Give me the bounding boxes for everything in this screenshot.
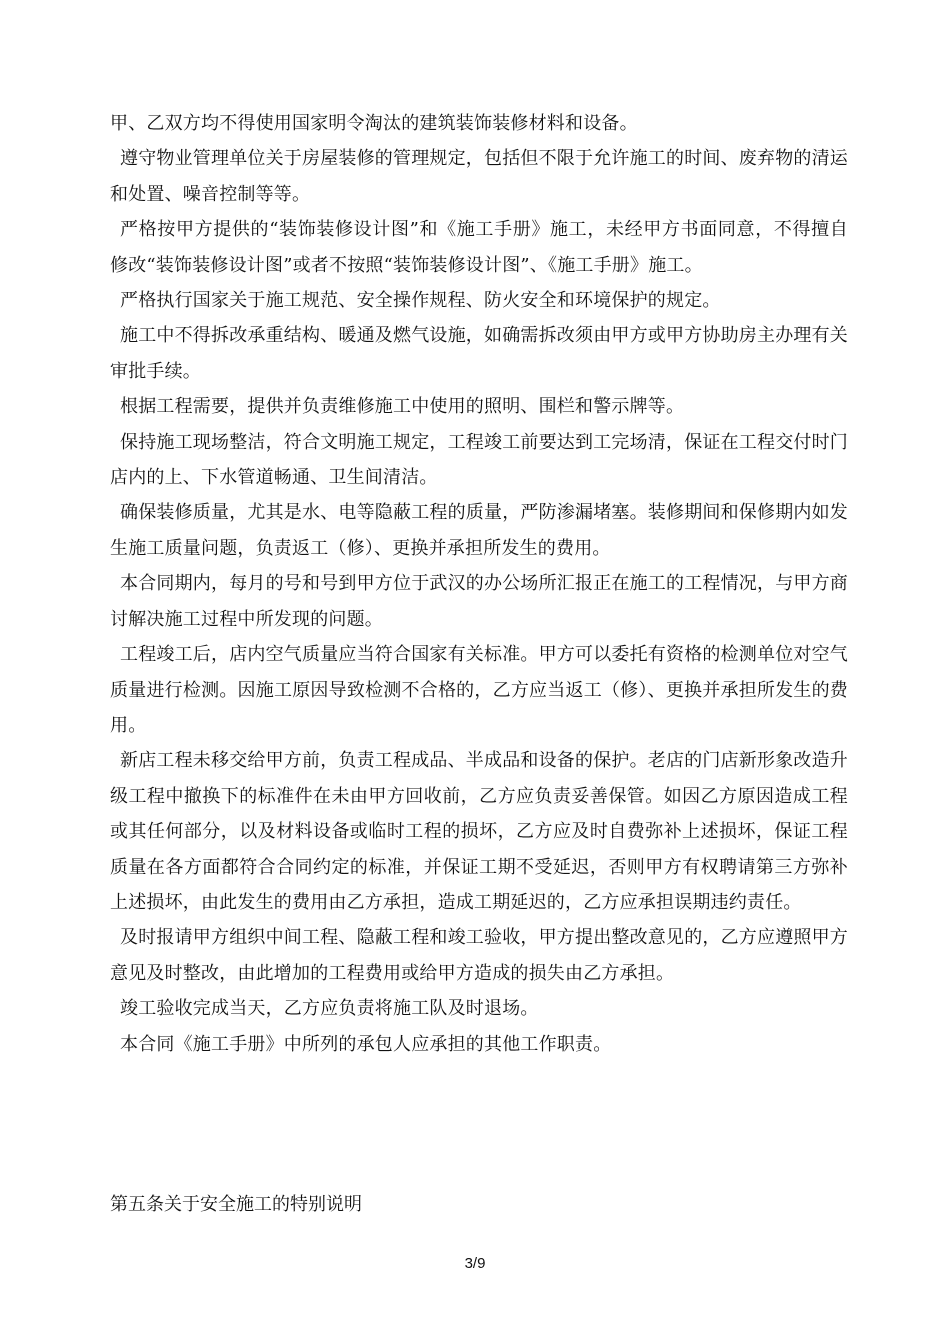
clause-paragraph: 本合同《施工手册》中所列的承包人应承担的其他工作职责。: [120, 1033, 612, 1055]
clause-paragraph: 本合同期内，每月的号和号到甲方位于武汉的办公场所汇报正在施工的工程情况，与甲方商讨解决施工过程中所发现的问题。: [110, 573, 848, 630]
contract-body: [110, 106, 848, 1062]
clause-paragraph: 及时报请甲方组织中间工程、隐蔽工程和竣工验收，甲方提出整改意见的，乙方应遵照甲方意见及时整改，由此增加的工程费用或给甲方造成的损失由乙方承担。: [110, 927, 848, 984]
clause-paragraph: 严格执行国家关于施工规范、安全操作规程、防火安全和环境保护的规定。: [120, 290, 721, 312]
clause-paragraph: 竣工验收完成当天，乙方应负责将施工队及时退场。: [120, 998, 539, 1020]
clause-paragraph: 工程竣工后，店内空气质量应当符合国家有关标准。甲方可以委托有资格的检测单位对空气质量进行检测。因施工原因导致检测不合格的，乙方应当返工（修）、更换并承担所发生的费用。: [110, 644, 848, 736]
page-number: 3/9: [464, 1255, 486, 1272]
clause-paragraph: 根据工程需要，提供并负责维修施工中使用的照明、围栏和警示牌等。: [120, 396, 685, 418]
clause-paragraph: 新店工程未移交给甲方前，负责工程成品、半成品和设备的保护。老店的门店新形象改造升级工程中撤换下的标准件在未由甲方回收前，乙方应负责妥善保管。如因乙方原因造成工程或其任何部分，以及材料设备或临时工程的损坏，乙方应及时自费弥补上述损坏，保证工程质量在各方面都符合合同约定的标准，并保证工期不受延迟，否则甲方有权聘请第三方弥补上述损坏，由此发生的费用由乙方承担，造成工期延迟的，乙方应承担误期违约责任。: [110, 750, 848, 913]
clause-paragraph: 保持施工现场整洁，符合文明施工规定，工程竣工前要达到工完场清，保证在工程交付时门店内的上、下水管道畅通、卫生间清洁。: [110, 431, 848, 489]
clause-paragraph: 严格按甲方提供的“装饰装修设计图”和《施工手册》施工，未经甲方书面同意，不得擅自修改“装饰装修设计图”或者不按照“装饰装修设计图”、《施工手册》施工。: [110, 219, 848, 276]
clause-paragraph: 遵守物业管理单位关于房屋装修的管理规定，包括但不限于允许施工的时间、废弃物的清运和处置、噪音控制等等。: [110, 148, 848, 205]
clause-paragraph: 甲、乙双方均不得使用国家明令淘汰的建筑装饰装修材料和设备。: [110, 113, 638, 134]
section-heading: 第五条关于安全施工的特别说明: [110, 1194, 362, 1215]
clause-paragraph: 施工中不得拆改承重结构、暖通及燃气设施，如确需拆改须由甲方或甲方协助房主办理有关审批手续。: [110, 325, 848, 382]
clause-paragraph: 确保装修质量，尤其是水、电等隐蔽工程的质量，严防渗漏堵塞。装修期间和保修期内如发生施工质量问题，负责返工（修）、更换并承担所发生的费用。: [110, 502, 848, 559]
